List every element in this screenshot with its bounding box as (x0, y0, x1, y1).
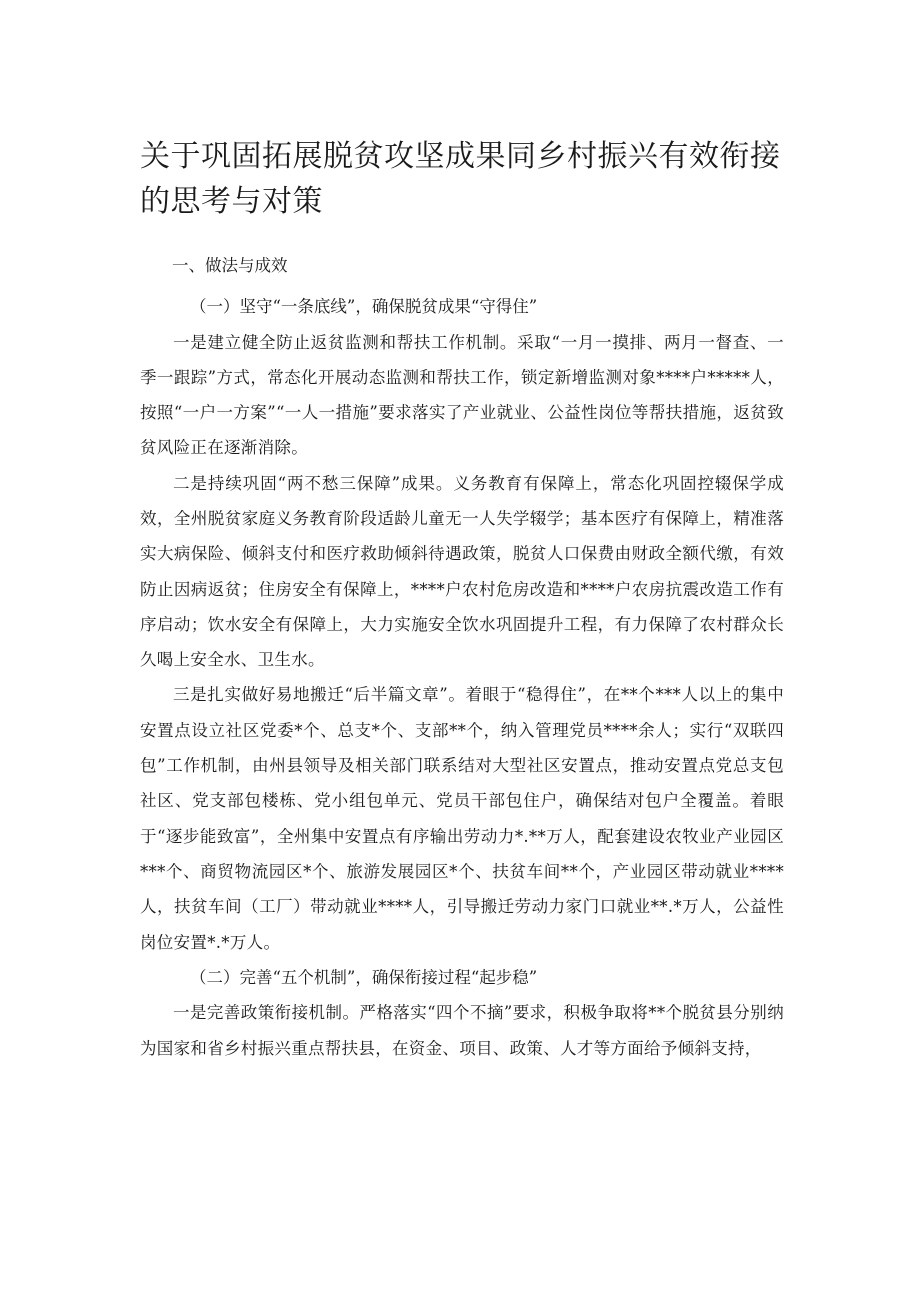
section-heading-1: 一、做法与成效 (172, 256, 288, 275)
paragraph-2: 二是持续巩固“两不愁三保障”成果。义务教育有保障上，常态化巩固控辍保学成效，全州脱贫家庭义务教育阶段适龄儿童无一人失学辍学；基本医疗有保障上，精准落实大病保险、倾斜支付和医疗救助倾斜待遇政策，脱贫人口保费由财政全额代缴，有效防止因病返贫；住房安全有保障上，****户农村危房改造和****户农房抗震改造工作有序启动；饮水安全有保障上，大力实施安全饮水巩固提升工程，有力保障了农村群众长久喝上安全水、卫生水。 (140, 473, 784, 670)
subsection-heading-1: （一）坚守“一条底线”，确保脱贫成果“守得住” (190, 297, 538, 316)
paragraph-1: 一是建立健全防止返贫监测和帮扶工作机制。采取“一月一摸排、两月一督查、一季一跟踪”方式，常态化开展动态监测和帮扶工作，锁定新增监测对象****户*****人，按照“一户一方案”“一人一措施”要求落实了产业就业、公益性岗位等帮扶措施，返贫致贫风险正在逐渐消除。 (140, 332, 784, 458)
paragraph-4: 一是完善政策衔接机制。严格落实“四个不摘”要求，积极争取将**个脱贫县分别纳为国家和省乡村振兴重点帮扶县，在资金、项目、政策、人才等方面给予倾斜支持， (140, 1003, 784, 1058)
document-body (140, 248, 784, 1066)
document-title: 关于巩固拓展脱贫攻坚成果同乡村振兴有效衔接的思考与对策 (140, 139, 781, 219)
paragraph-3: 三是扎实做好易地搬迁“后半篇文章”。着眼于“稳得住”，在**个***人以上的集中安置点设立社区党委*个、总支*个、支部**个，纳入管理党员****余人；实行“双联四包”工作机制，由州县领导及相关部门联系结对大型社区安置点，推动安置点党总支包社区、党支部包楼栋、党小组包单元、党员干部包住户，确保结对包户全覆盖。着眼于“逐步能致富”，全州集中安置点有序输出劳动力*.**万人，配套建设农牧业产业园区***个、商贸物流园区*个、旅游发展园区*个、扶贫车间**个，产业园区带动就业****人，扶贫车间（工厂）带动就业****人，引导搬迁劳动力家门口就业**.*万人，公益性岗位安置*.*万人。 (140, 685, 784, 952)
subsection-heading-2: （二）完善“五个机制”，确保衔接过程“起步稳” (190, 967, 538, 987)
